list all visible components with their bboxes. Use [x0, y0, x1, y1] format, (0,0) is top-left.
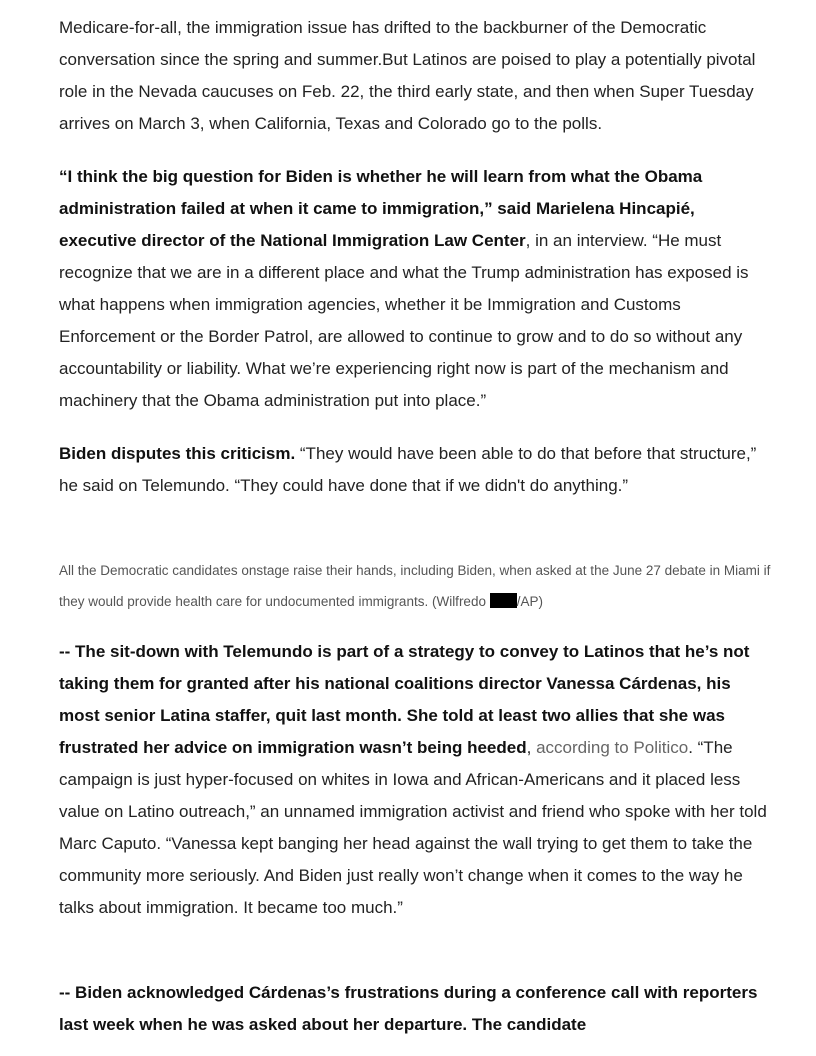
caption-credit-suffix: /AP) — [516, 594, 543, 609]
paragraph-bold-lead: “I think the big question for Biden is whether he will learn from what the Obama administration failed at when it came to immigration,” said Marielena Hincapié, executive director of the National Immigration Law Center — [59, 167, 703, 250]
politico-link[interactable]: according to Politico — [536, 738, 689, 757]
paragraph-telemundo-strategy — [59, 636, 771, 924]
caption-text: All the Democratic candidates onstage raise their hands, including Biden, when asked at the June 27 debate in Miami if they would provide health care for undocumented immigrants. (Wilfredo — [59, 563, 771, 609]
paragraph-bold-lead: -- Biden acknowledged Cárdenas’s frustrations during a conference call with reporters last week when he was asked about her departure. The candidate — [59, 983, 758, 1034]
paragraph-bold-lead: Biden disputes this criticism. — [59, 444, 296, 463]
paragraph-text: “They would have been able to do that before that structure,” he said on Telemundo. “They could have done that if we didn't do anything.” — [59, 444, 757, 495]
paragraph-immigration-backburner — [59, 12, 771, 140]
photo-caption — [59, 555, 771, 617]
paragraph-biden-acknowledged — [59, 977, 771, 1041]
paragraph-text: , in an interview. “He must recognize that we are in a different place and what the Trump administration has exposed is what happens when immigration agencies, whether it be Immigration and Customs Enforcement or the Border Patrol, are allowed to continue to grow and to do so without any accountability or liability. What we’re experiencing right now is part of the mechanism and machinery that the Obama administration put into place.” — [59, 231, 749, 410]
paragraph-hincapie-quote — [59, 161, 771, 417]
paragraph-text: . “The campaign is just hyper-focused on whites in Iowa and African-Americans and it placed less value on Latino outreach,” an unnamed immigration activist and friend who spoke with her told Marc Caputo. “Vanessa kept banging her head against the wall trying to get them to take the community more seriously. And Biden just really won’t change when it comes to the way he talks about immigration. It became too much.” — [59, 738, 767, 917]
redaction-bar — [490, 593, 517, 608]
paragraph-comma: , — [526, 738, 532, 757]
paragraph-text: Medicare-for-all, the immigration issue has drifted to the backburner of the Democratic conversation since the spring and summer.But Latinos are poised to play a potentially pivotal role in the Nevada caucuses on Feb. 22, the third early state, and then when Super Tuesday arrives on March 3, when California, Texas and Colorado go to the polls. — [59, 18, 756, 133]
paragraph-bold-lead: -- The sit-down with Telemundo is part of a strategy to convey to Latinos that he’s not taking them for granted after his national coalitions director Vanessa Cárdenas, his most senior Latina staffer, quit last month. She told at least two allies that she was frustrated her advice on immigration wasn’t being heeded — [59, 642, 750, 757]
paragraph-biden-disputes — [59, 438, 771, 502]
